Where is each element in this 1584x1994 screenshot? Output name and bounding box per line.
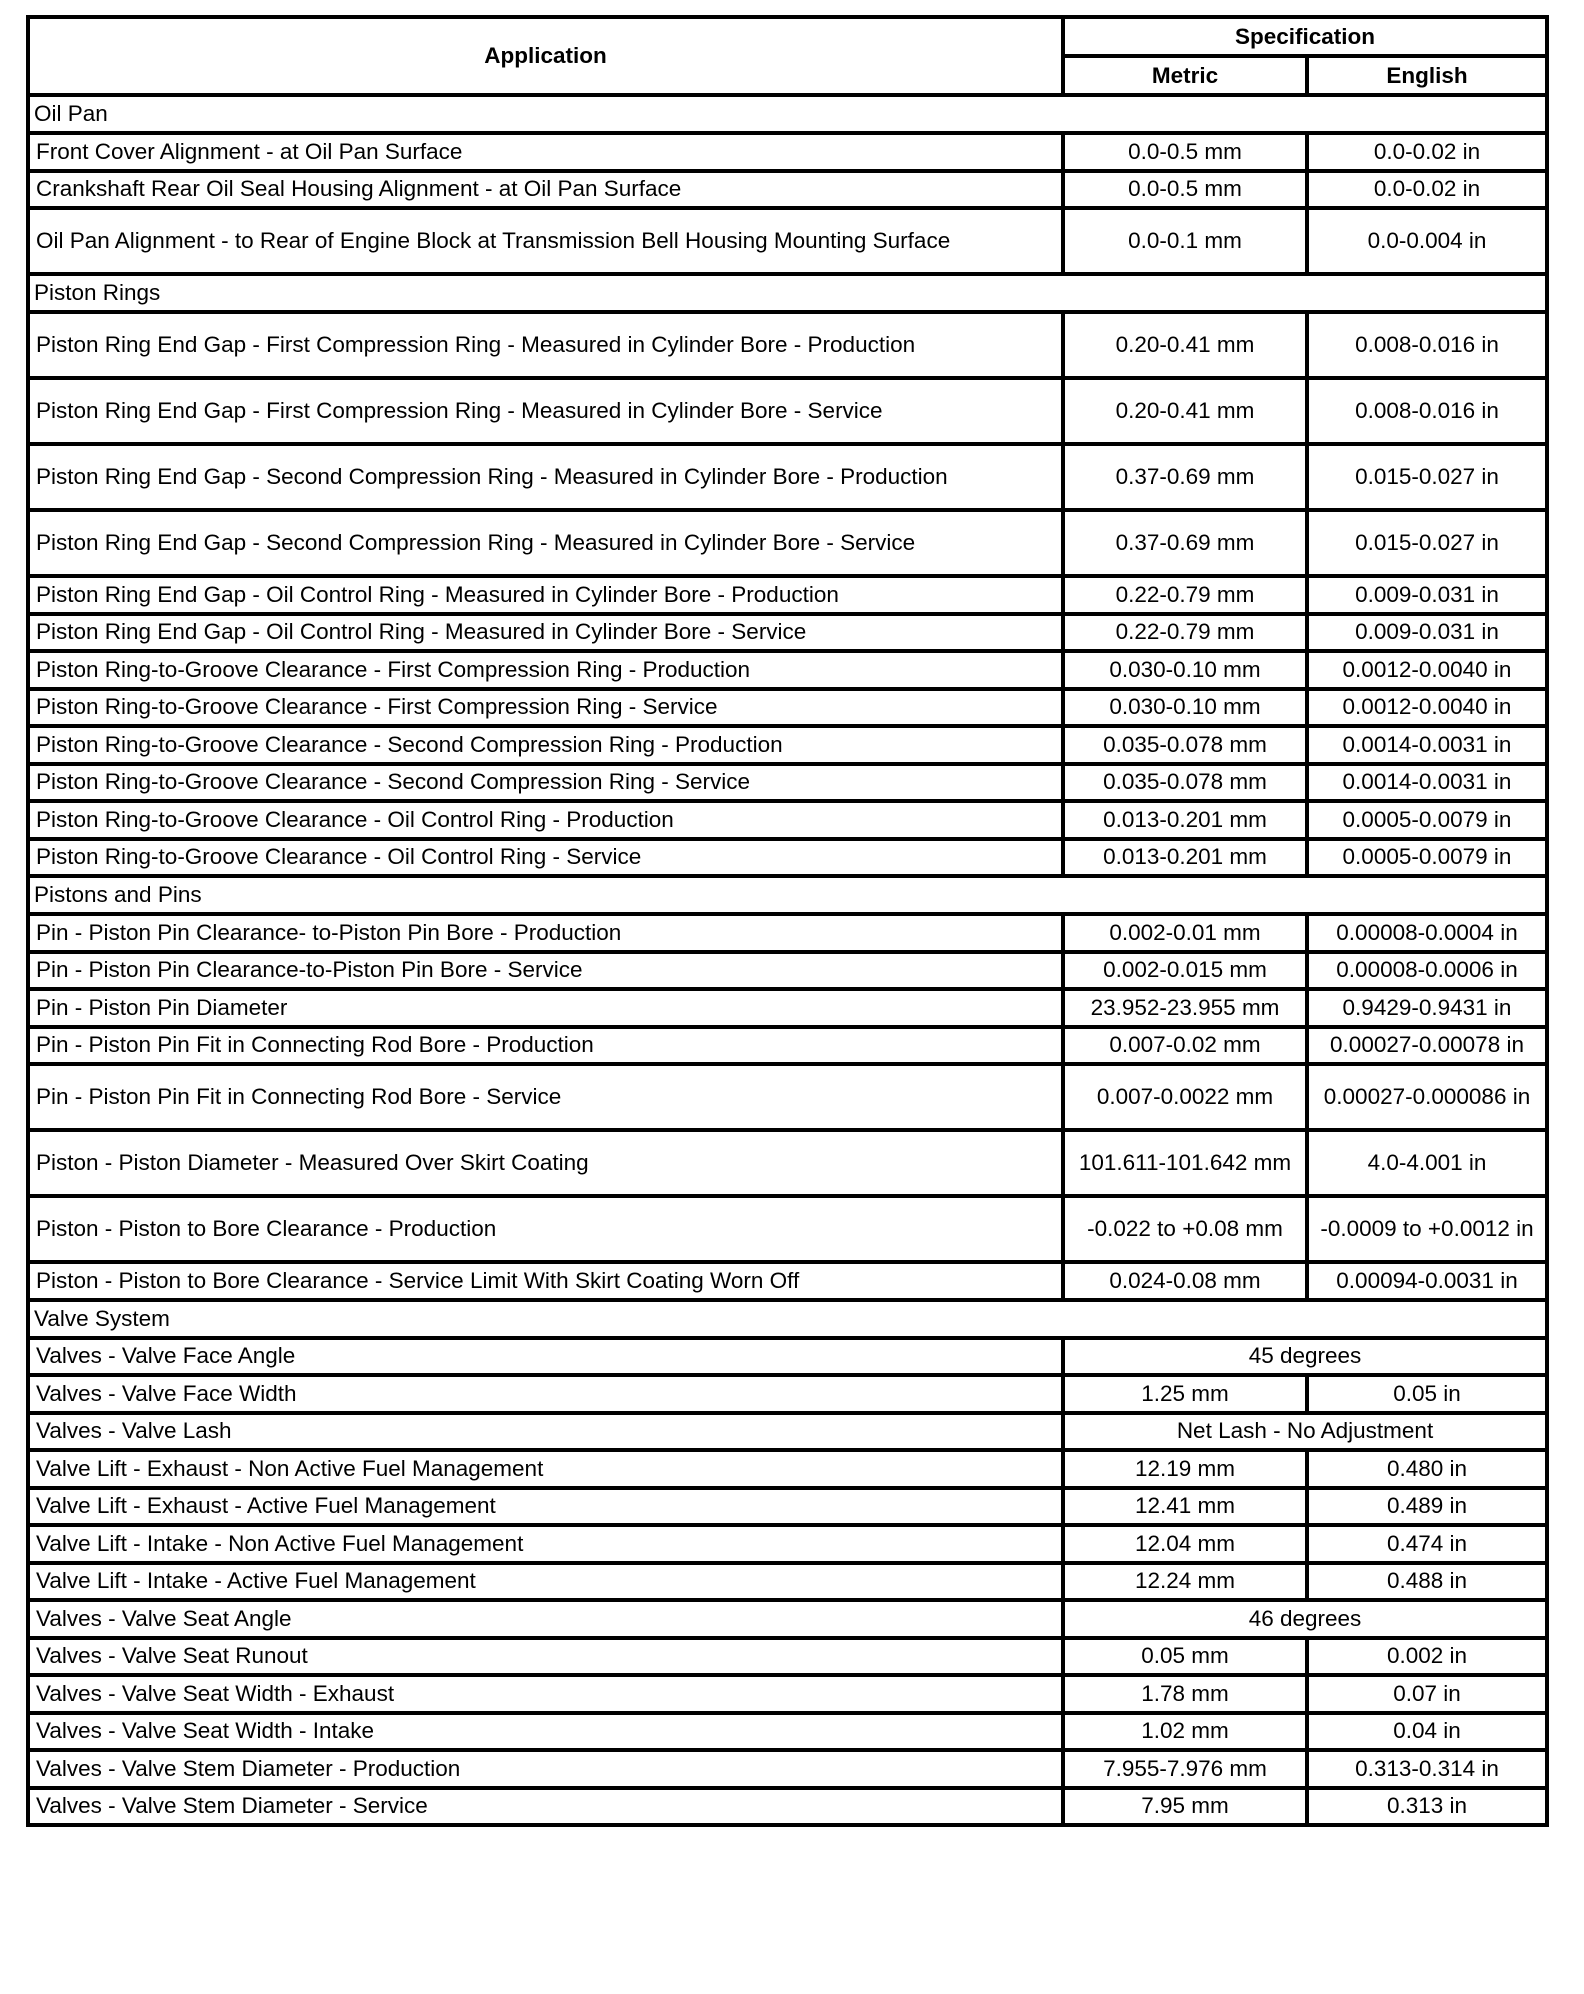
english-cell: 0.00008-0.0004 in (1307, 914, 1547, 952)
application-cell: Pin - Piston Pin Fit in Connecting Rod Bore - Production (28, 1027, 1063, 1065)
application-cell: Pin - Piston Pin Clearance-to-Piston Pin Bore - Service (28, 952, 1063, 990)
application-cell: Piston Ring End Gap - Second Compression Ring - Measured in Cylinder Bore - Service (28, 510, 1063, 576)
english-cell: 0.04 in (1307, 1713, 1547, 1751)
metric-cell: 0.002-0.01 mm (1063, 914, 1307, 952)
metric-cell: 0.20-0.41 mm (1063, 312, 1307, 378)
table-row (28, 1675, 1547, 1713)
english-cell: 0.0005-0.0079 in (1307, 839, 1547, 877)
metric-cell: 101.611-101.642 mm (1063, 1130, 1307, 1196)
application-cell: Valves - Valve Stem Diameter - Service (28, 1788, 1063, 1826)
table-row (28, 914, 1547, 952)
metric-cell: 1.25 mm (1063, 1375, 1307, 1413)
application-cell: Piston - Piston Diameter - Measured Over Skirt Coating (28, 1130, 1063, 1196)
english-cell: 0.008-0.016 in (1307, 378, 1547, 444)
table-row (28, 1338, 1547, 1376)
application-cell: Piston Ring-to-Groove Clearance - Second Compression Ring - Production (28, 726, 1063, 764)
application-column-header: Application (28, 17, 1063, 95)
application-cell: Pin - Piston Pin Fit in Connecting Rod Bore - Service (28, 1064, 1063, 1130)
metric-cell: 12.24 mm (1063, 1563, 1307, 1601)
table-row (28, 1196, 1547, 1262)
table-row (28, 1130, 1547, 1196)
metric-cell: 7.955-7.976 mm (1063, 1750, 1307, 1788)
section-header-row (28, 1300, 1547, 1338)
english-cell: 0.009-0.031 in (1307, 614, 1547, 652)
english-cell: 0.07 in (1307, 1675, 1547, 1713)
specification-column-header: Specification (1063, 17, 1547, 56)
application-cell: Valves - Valve Lash (28, 1413, 1063, 1451)
table-header (28, 17, 1547, 95)
english-cell: 0.009-0.031 in (1307, 576, 1547, 614)
table-row (28, 952, 1547, 990)
metric-cell: 0.007-0.0022 mm (1063, 1064, 1307, 1130)
table-row (28, 171, 1547, 209)
metric-cell: 0.20-0.41 mm (1063, 378, 1307, 444)
metric-cell: 0.013-0.201 mm (1063, 801, 1307, 839)
english-cell: 0.008-0.016 in (1307, 312, 1547, 378)
english-cell: -0.0009 to +0.0012 in (1307, 1196, 1547, 1262)
metric-cell: 12.19 mm (1063, 1450, 1307, 1488)
section-header-row (28, 95, 1547, 133)
application-cell: Piston Ring End Gap - Oil Control Ring - Measured in Cylinder Bore - Service (28, 614, 1063, 652)
metric-cell: 0.05 mm (1063, 1638, 1307, 1676)
english-cell: 0.0014-0.0031 in (1307, 726, 1547, 764)
table-row (28, 1750, 1547, 1788)
application-cell: Piston Ring End Gap - First Compression Ring - Measured in Cylinder Bore - Service (28, 378, 1063, 444)
application-cell: Valves - Valve Seat Runout (28, 1638, 1063, 1676)
table-row (28, 1525, 1547, 1563)
table-row (28, 133, 1547, 171)
table-row (28, 1027, 1547, 1065)
english-column-header: English (1307, 56, 1547, 95)
table-row (28, 801, 1547, 839)
combined-spec-cell: 45 degrees (1063, 1338, 1547, 1376)
application-cell: Valve Lift - Intake - Non Active Fuel Management (28, 1525, 1063, 1563)
table-row (28, 510, 1547, 576)
english-cell: 0.0005-0.0079 in (1307, 801, 1547, 839)
table-row (28, 444, 1547, 510)
combined-spec-cell: Net Lash - No Adjustment (1063, 1413, 1547, 1451)
metric-cell: 0.0-0.5 mm (1063, 133, 1307, 171)
metric-cell: 1.78 mm (1063, 1675, 1307, 1713)
metric-cell: 0.035-0.078 mm (1063, 726, 1307, 764)
table-row (28, 614, 1547, 652)
metric-cell: 0.0-0.5 mm (1063, 171, 1307, 209)
application-cell: Valve Lift - Exhaust - Active Fuel Management (28, 1488, 1063, 1526)
application-cell: Oil Pan Alignment - to Rear of Engine Block at Transmission Bell Housing Mounting Surface (28, 208, 1063, 274)
table-row (28, 1713, 1547, 1751)
table-row (28, 1064, 1547, 1130)
application-cell: Crankshaft Rear Oil Seal Housing Alignment - at Oil Pan Surface (28, 171, 1063, 209)
application-cell: Piston - Piston to Bore Clearance - Service Limit With Skirt Coating Worn Off (28, 1262, 1063, 1300)
english-cell: 0.00008-0.0006 in (1307, 952, 1547, 990)
application-cell: Piston Ring-to-Groove Clearance - Second Compression Ring - Service (28, 764, 1063, 802)
metric-cell: 12.41 mm (1063, 1488, 1307, 1526)
application-cell: Front Cover Alignment - at Oil Pan Surface (28, 133, 1063, 171)
table-row (28, 764, 1547, 802)
english-cell: 0.474 in (1307, 1525, 1547, 1563)
section-header-row (28, 876, 1547, 914)
application-cell: Piston Ring-to-Groove Clearance - Oil Control Ring - Service (28, 839, 1063, 877)
application-cell: Valve Lift - Exhaust - Non Active Fuel Management (28, 1450, 1063, 1488)
english-cell: 0.9429-0.9431 in (1307, 989, 1547, 1027)
specification-table (26, 15, 1549, 1827)
metric-cell: 0.0-0.1 mm (1063, 208, 1307, 274)
table-row (28, 726, 1547, 764)
application-cell: Valves - Valve Stem Diameter - Production (28, 1750, 1063, 1788)
application-cell: Valve Lift - Intake - Active Fuel Management (28, 1563, 1063, 1601)
application-cell: Valves - Valve Face Angle (28, 1338, 1063, 1376)
table-row (28, 1488, 1547, 1526)
metric-column-header: Metric (1063, 56, 1307, 95)
english-cell: 0.480 in (1307, 1450, 1547, 1488)
table-row (28, 1413, 1547, 1451)
application-cell: Piston Ring End Gap - First Compression Ring - Measured in Cylinder Bore - Production (28, 312, 1063, 378)
english-cell: 0.00027-0.000086 in (1307, 1064, 1547, 1130)
table-row (28, 378, 1547, 444)
table-row (28, 651, 1547, 689)
metric-cell: 12.04 mm (1063, 1525, 1307, 1563)
table-row (28, 1600, 1547, 1638)
section-header-row (28, 274, 1547, 312)
english-cell: 0.0014-0.0031 in (1307, 764, 1547, 802)
table-row (28, 1375, 1547, 1413)
application-cell: Piston Ring-to-Groove Clearance - Oil Control Ring - Production (28, 801, 1063, 839)
english-cell: 0.0-0.02 in (1307, 133, 1547, 171)
section-title: Valve System (28, 1300, 1547, 1338)
section-title: Piston Rings (28, 274, 1547, 312)
english-cell: 0.0-0.004 in (1307, 208, 1547, 274)
english-cell: 0.00027-0.00078 in (1307, 1027, 1547, 1065)
english-cell: 0.015-0.027 in (1307, 444, 1547, 510)
table-row (28, 576, 1547, 614)
english-cell: 0.488 in (1307, 1563, 1547, 1601)
application-cell: Valves - Valve Seat Width - Exhaust (28, 1675, 1063, 1713)
application-cell: Valves - Valve Face Width (28, 1375, 1063, 1413)
application-cell: Valves - Valve Seat Width - Intake (28, 1713, 1063, 1751)
application-cell: Pin - Piston Pin Diameter (28, 989, 1063, 1027)
english-cell: 0.0-0.02 in (1307, 171, 1547, 209)
english-cell: 0.0012-0.0040 in (1307, 689, 1547, 727)
metric-cell: 0.22-0.79 mm (1063, 614, 1307, 652)
metric-cell: 0.007-0.02 mm (1063, 1027, 1307, 1065)
section-title: Oil Pan (28, 95, 1547, 133)
metric-cell: 0.030-0.10 mm (1063, 651, 1307, 689)
metric-cell: 23.952-23.955 mm (1063, 989, 1307, 1027)
metric-cell: 0.22-0.79 mm (1063, 576, 1307, 614)
metric-cell: 7.95 mm (1063, 1788, 1307, 1826)
table-row (28, 1450, 1547, 1488)
english-cell: 0.002 in (1307, 1638, 1547, 1676)
metric-cell: 0.024-0.08 mm (1063, 1262, 1307, 1300)
table-row (28, 689, 1547, 727)
english-cell: 0.015-0.027 in (1307, 510, 1547, 576)
metric-cell: 0.030-0.10 mm (1063, 689, 1307, 727)
english-cell: 0.313-0.314 in (1307, 1750, 1547, 1788)
table-row (28, 839, 1547, 877)
english-cell: 4.0-4.001 in (1307, 1130, 1547, 1196)
application-cell: Valves - Valve Seat Angle (28, 1600, 1063, 1638)
english-cell: 0.489 in (1307, 1488, 1547, 1526)
english-cell: 0.313 in (1307, 1788, 1547, 1826)
application-cell: Pin - Piston Pin Clearance- to-Piston Pin Bore - Production (28, 914, 1063, 952)
application-cell: Piston Ring-to-Groove Clearance - First Compression Ring - Production (28, 651, 1063, 689)
metric-cell: -0.022 to +0.08 mm (1063, 1196, 1307, 1262)
application-cell: Piston - Piston to Bore Clearance - Production (28, 1196, 1063, 1262)
metric-cell: 0.013-0.201 mm (1063, 839, 1307, 877)
english-cell: 0.05 in (1307, 1375, 1547, 1413)
table-row (28, 312, 1547, 378)
metric-cell: 0.002-0.015 mm (1063, 952, 1307, 990)
section-title: Pistons and Pins (28, 876, 1547, 914)
table-body (28, 95, 1547, 1825)
combined-spec-cell: 46 degrees (1063, 1600, 1547, 1638)
application-cell: Piston Ring End Gap - Second Compression Ring - Measured in Cylinder Bore - Production (28, 444, 1063, 510)
metric-cell: 1.02 mm (1063, 1713, 1307, 1751)
table-row (28, 1262, 1547, 1300)
table-row (28, 1788, 1547, 1826)
table-row (28, 1563, 1547, 1601)
application-cell: Piston Ring End Gap - Oil Control Ring - Measured in Cylinder Bore - Production (28, 576, 1063, 614)
metric-cell: 0.035-0.078 mm (1063, 764, 1307, 802)
metric-cell: 0.37-0.69 mm (1063, 444, 1307, 510)
table-row (28, 989, 1547, 1027)
metric-cell: 0.37-0.69 mm (1063, 510, 1307, 576)
english-cell: 0.0012-0.0040 in (1307, 651, 1547, 689)
table-row (28, 1638, 1547, 1676)
table-row (28, 208, 1547, 274)
application-cell: Piston Ring-to-Groove Clearance - First Compression Ring - Service (28, 689, 1063, 727)
english-cell: 0.00094-0.0031 in (1307, 1262, 1547, 1300)
